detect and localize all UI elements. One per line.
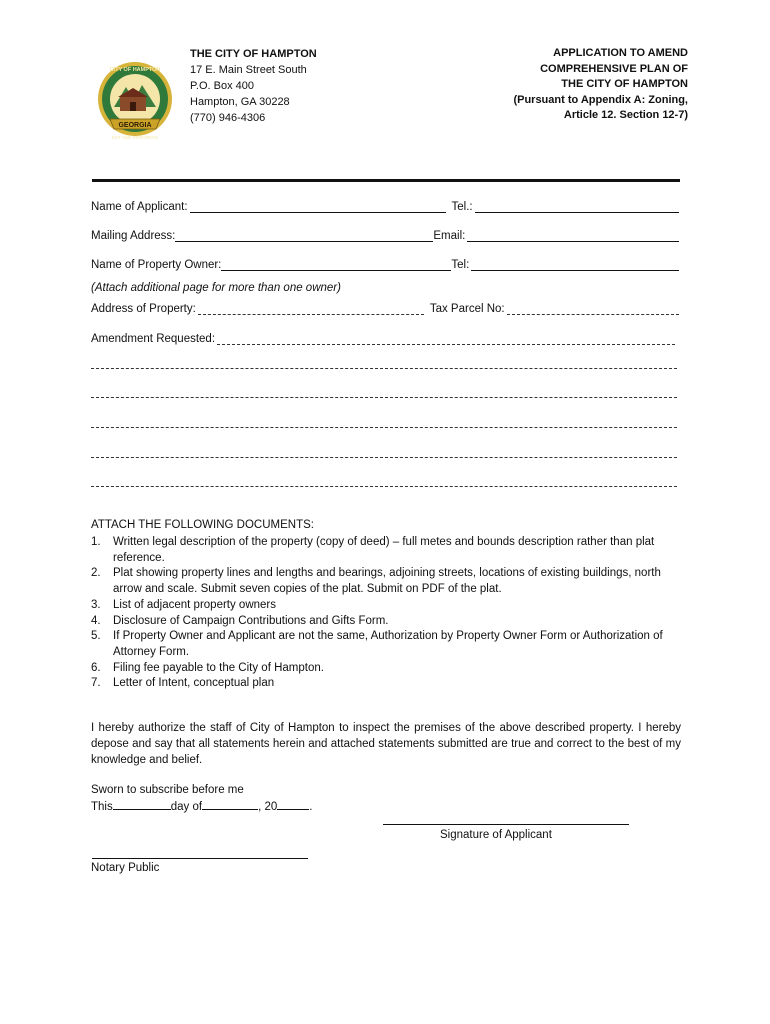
property-address-label: Address of Property: [91, 303, 196, 315]
org-name: THE CITY OF HAMPTON [190, 48, 317, 60]
mailing-address-label: Mailing Address: [91, 230, 176, 242]
form-title-line-1: APPLICATION TO AMEND [553, 47, 688, 59]
property-address-field[interactable] [198, 303, 424, 315]
sworn-line: Sworn to subscribe before me [91, 784, 244, 796]
amendment-line[interactable] [91, 486, 677, 487]
seal-top-text: CITY OF HAMPTON [109, 67, 161, 73]
city-seal-logo [96, 57, 174, 145]
authorization-statement: I hereby authorize the staff of City of Hampton to inspect the premises of the above described property. I hereby depose and say that all statements herein and attached statements submitted are true and correct to the best of my knowledge and belief. [91, 722, 681, 766]
list-item: 4. Disclosure of Campaign Contributions and Gifts Form. [91, 614, 389, 627]
form-title-line-5: Article 12. Section 12-7) [563, 109, 688, 121]
form-title-line-3: THE CITY OF HAMPTON [561, 78, 688, 90]
amendment-line[interactable] [91, 368, 677, 369]
mailing-address-field[interactable] [175, 230, 433, 242]
amendment-line[interactable] [91, 457, 677, 458]
header-divider [92, 179, 680, 182]
owner-row [91, 259, 681, 271]
tax-parcel-label: Tax Parcel No: [429, 303, 505, 315]
amendment-requested-label: Amendment Requested: [91, 333, 216, 345]
list-item: 3. List of adjacent property owners [91, 598, 277, 611]
seal-banner-text: GEORGIA [118, 122, 152, 129]
documents-list [91, 535, 681, 692]
property-owner-field[interactable] [221, 259, 451, 271]
address-line-3: Hampton, GA 30228 [190, 96, 290, 108]
signature-field[interactable] [383, 824, 629, 825]
signature-label: Signature of Applicant [440, 829, 552, 841]
additional-owner-note: (Attach additional page for more than one owner) [91, 282, 341, 294]
owner-tel-field[interactable] [471, 259, 679, 271]
form-title-line-2: COMPREHENSIVE PLAN OF [540, 62, 688, 75]
amendment-line[interactable] [91, 397, 677, 398]
documents-heading: ATTACH THE FOLLOWING DOCUMENTS: [91, 519, 314, 531]
form-title-line-4: (Pursuant to Appendix A: Zoning, [513, 93, 688, 106]
owner-tel-label: Tel: [451, 259, 470, 271]
header-address-block [190, 46, 317, 126]
list-item: 2. Plat showing property lines and lengths and bearings, adjoining streets, locations of existing buildings, north arrow and scale. Submit seven copies of the plat. Submit on PDF of the plat. [91, 567, 661, 596]
property-row [91, 303, 681, 315]
month-field[interactable] [202, 799, 258, 810]
mailing-row [91, 230, 681, 242]
day-field[interactable] [113, 799, 171, 810]
applicant-row [91, 201, 681, 213]
applicant-tel-field[interactable] [475, 201, 679, 213]
list-item: 1. Written legal description of the property (copy of deed) – full metes and bounds description rather than plat reference. [91, 536, 655, 564]
list-item: 5. If Property Owner and Applicant are not the same, Authorization by Property Owner Form or Authorization of Attorney Form. [91, 630, 663, 658]
amendment-line[interactable] [91, 427, 677, 428]
phone-number: (770) 946-4306 [190, 112, 266, 124]
email-label: Email: [433, 230, 466, 242]
tax-parcel-field[interactable] [507, 303, 679, 315]
notary-label: Notary Public [91, 862, 160, 874]
notary-signature-field[interactable] [92, 858, 308, 859]
sworn-block [91, 782, 312, 816]
property-owner-label: Name of Property Owner: [91, 259, 222, 271]
amendment-row [91, 333, 677, 345]
amendment-requested-field[interactable] [217, 333, 675, 345]
list-item: 7. Letter of Intent, conceptual plan [91, 677, 275, 690]
date-line: This day of , 20 . [91, 801, 313, 813]
email-field[interactable] [467, 230, 679, 242]
address-line-1: 17 E. Main Street South [190, 64, 307, 76]
applicant-name-field[interactable] [190, 201, 446, 213]
seal-bottom-text: EST AND PROGRESS [112, 135, 158, 140]
applicant-name-label: Name of Applicant: [91, 201, 188, 213]
year-field[interactable] [277, 799, 309, 810]
applicant-tel-label: Tel.: [451, 201, 473, 213]
list-item: 6. Filing fee payable to the City of Hampton. [91, 661, 324, 674]
form-title-block [513, 46, 688, 124]
address-line-2: P.O. Box 400 [190, 80, 255, 92]
